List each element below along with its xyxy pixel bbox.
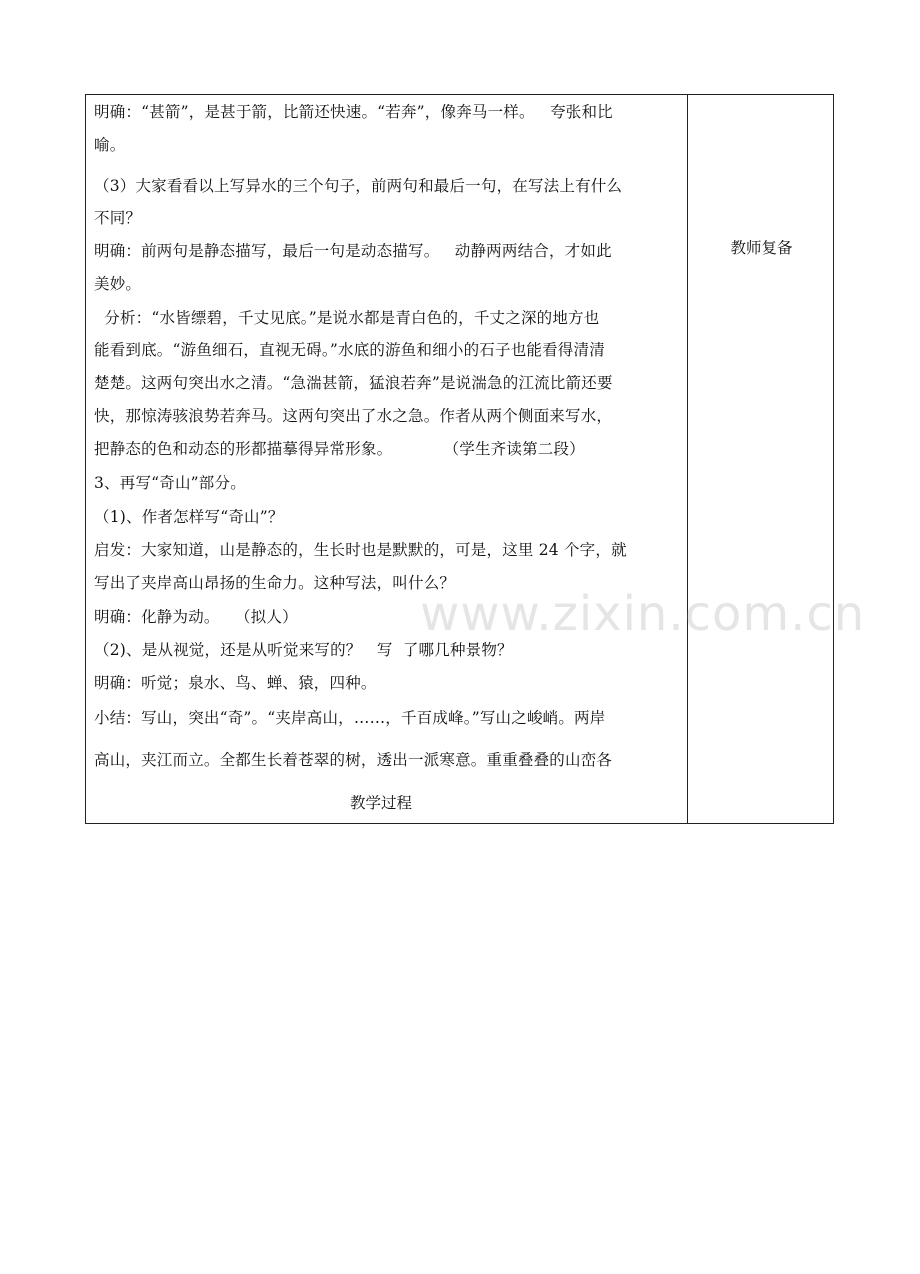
text-line: 写出了夹岸高山昂扬的生命力。这种写法，叫什么？ — [94, 574, 456, 592]
text-line: 小结：写山，突出“奇”。“夹岸高山，……，千百成峰。”写山之峻峭。两岸 — [94, 709, 606, 727]
column-divider — [687, 95, 688, 823]
watermark: www.zixin.com.cn — [420, 586, 866, 642]
text-line: 分析：“水皆缥碧，千丈见底。”是说水都是青白色的，千丈之深的地方也 — [94, 309, 600, 327]
lesson-table — [85, 94, 834, 824]
text-line: 楚楚。这两句突出水之清。“急湍甚箭，猛浪若奔”是说湍急的江流比箭还要 — [94, 374, 613, 392]
text-line: 3、再写“奇山”部分。 — [94, 474, 246, 492]
teaching-process-label: 教学过程 — [350, 794, 413, 812]
text-line: （2)、是从视觉，还是从听觉来写的？ 写 了哪几种景物？ — [94, 641, 513, 659]
text-line: 明确：听觉；泉水、鸟、蝉、猿，四种。 — [94, 674, 377, 692]
text-line: （3）大家看看以上写异水的三个句子，前两句和最后一句，在写法上有什么 — [94, 177, 623, 195]
text-line: 高山，夹江而立。全都生长着苍翠的树，透出一派寒意。重重叠叠的山峦各 — [94, 751, 613, 769]
text-line: 明确：“甚箭”，是甚于箭，比箭还快速。“若奔”，像奔马一样。 夸张和比 — [94, 103, 613, 121]
text-line: 喻。 — [94, 136, 126, 154]
text-line: 明确：前两句是静态描写，最后一句是动态描写。 动静两两结合，才如此 — [94, 242, 612, 260]
text-line: 不同？ — [94, 209, 142, 227]
text-line: 把静态的色和动态的形都描摹得异常形象。 （学生齐读第二段） — [94, 440, 585, 458]
text-line: 能看到底。“游鱼细石，直视无碍。”水底的游鱼和细小的石子也能看得清清 — [94, 341, 605, 359]
text-line: 快，那惊涛骇浪势若奔马。这两句突出了水之急。作者从两个侧面来写水， — [94, 407, 613, 425]
text-line: 明确：化静为动。 （拟人） — [94, 608, 298, 626]
text-line: 美妙。 — [94, 275, 142, 293]
text-line: （1)、作者怎样写“奇山”？ — [94, 508, 284, 526]
text-line: 启发：大家知道，山是静态的，生长时也是默默的，可是，这里 24 个字，就 — [94, 541, 627, 559]
teacher-review-label: 教师复备 — [730, 239, 793, 257]
